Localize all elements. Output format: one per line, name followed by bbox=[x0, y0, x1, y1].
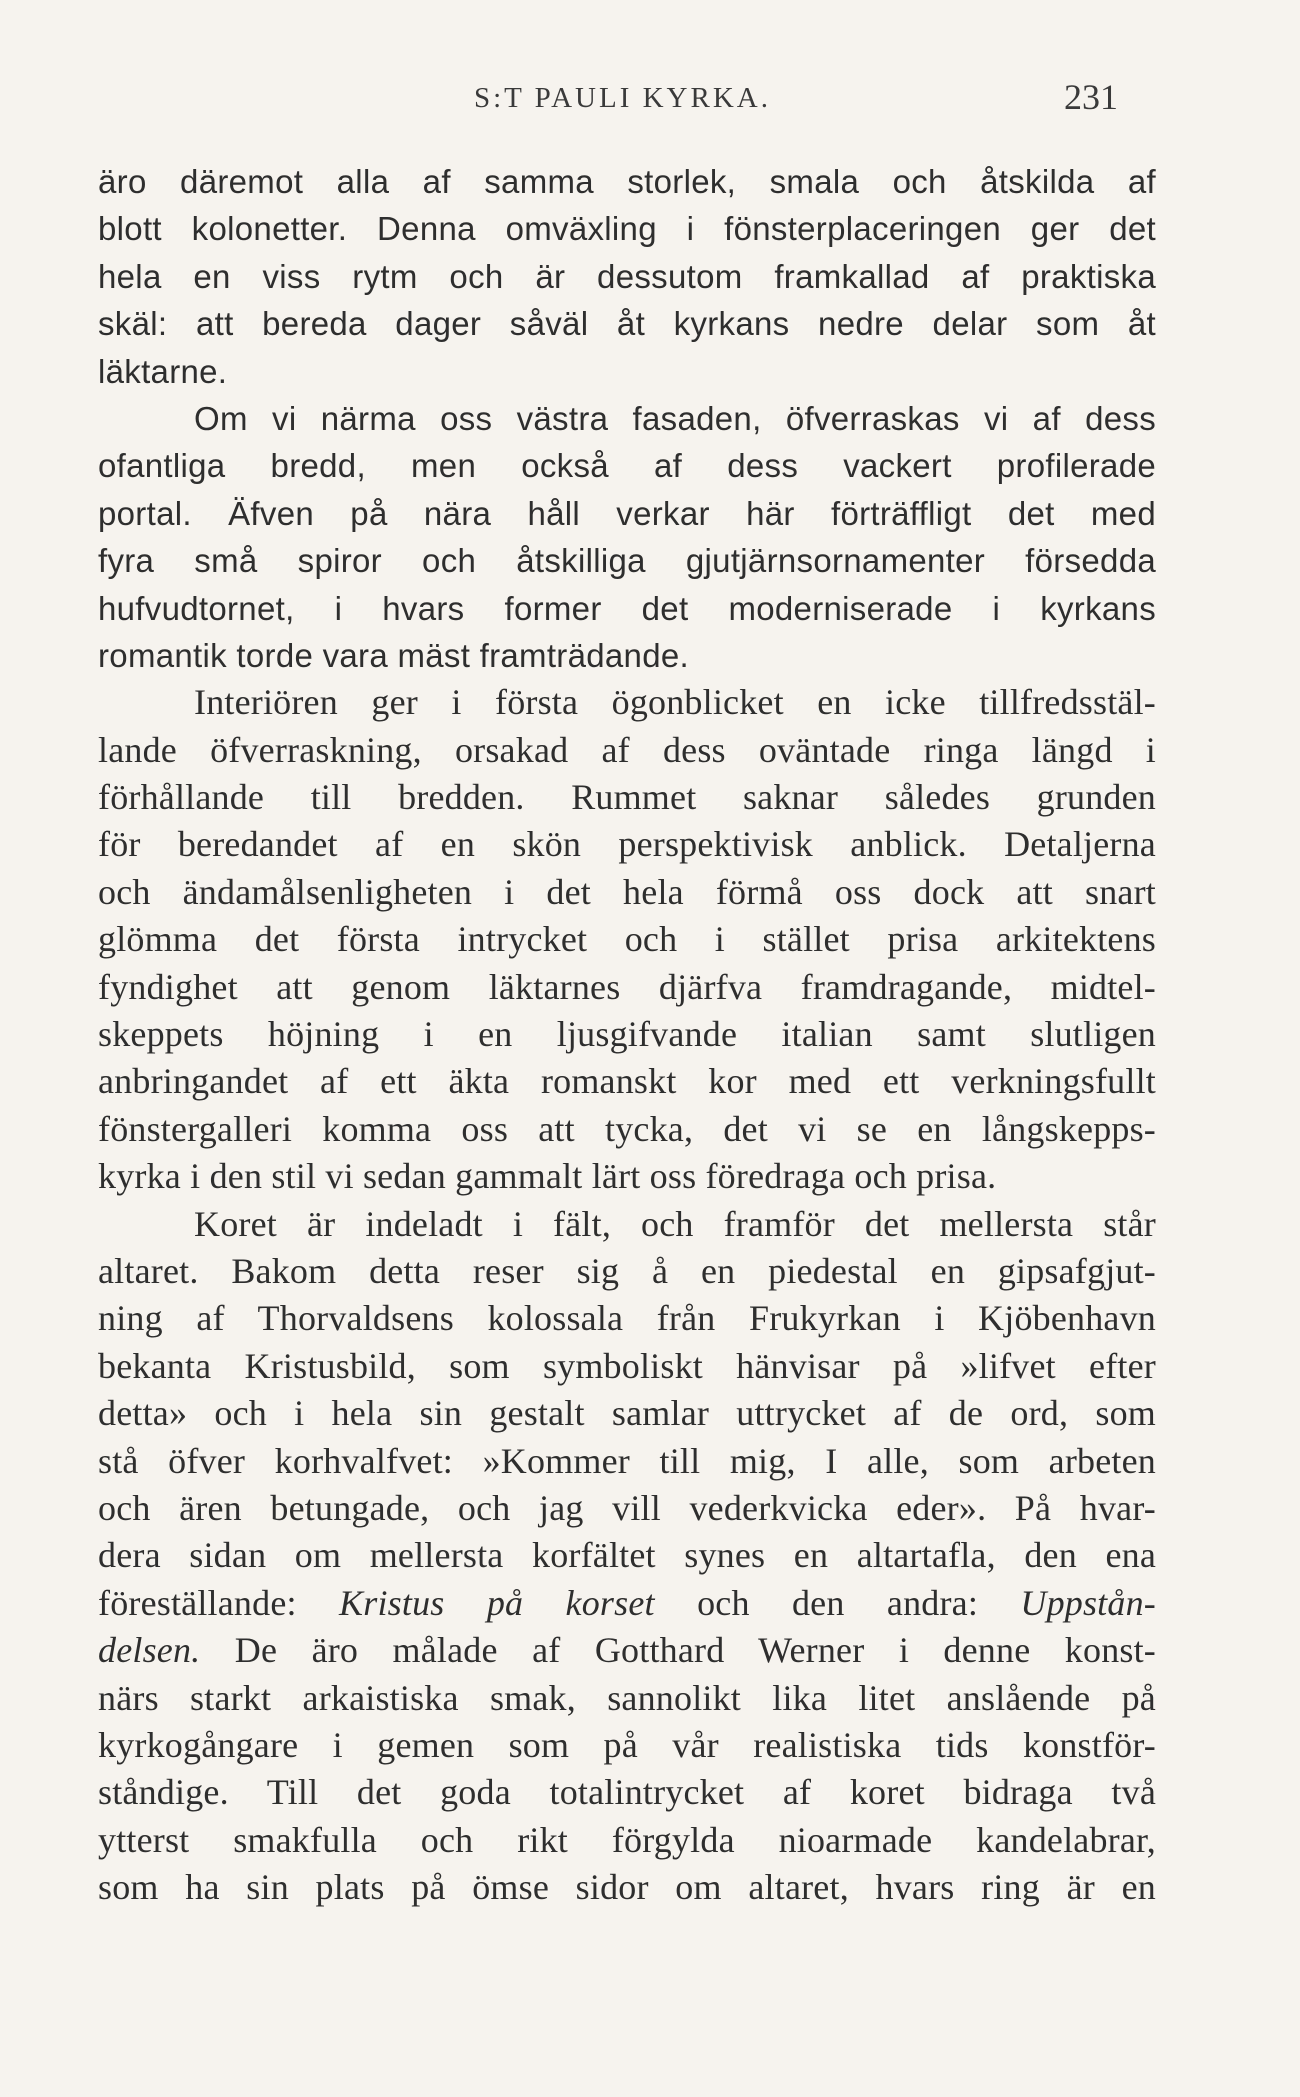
painting-title: Uppstån- bbox=[1020, 1582, 1156, 1623]
text-line: hufvudtornet, i hvars former det moderniserade i kyrkans bbox=[98, 589, 1156, 627]
text-line: fyra små spiror och åtskilliga gjutjärnsornamenter försedda bbox=[98, 542, 1156, 580]
text-line: Koret är indeladt i fält, och framför det mellersta står bbox=[194, 1203, 1156, 1244]
page-header bbox=[0, 76, 1300, 126]
text-line: lande öfverraskning, orsakad af dess oväntade ringa längd i bbox=[98, 729, 1156, 770]
text-line: ofantliga bredd, men också af dess vackert profilerade bbox=[98, 447, 1156, 485]
text-line: glömma det första intrycket och i stället prisa arkitektens bbox=[98, 919, 1156, 960]
text-line bbox=[98, 1580, 1156, 1627]
text-line: och ändamålsenligheten i det hela förmå oss dock att snart bbox=[98, 871, 1156, 912]
text-line: äro däremot alla af samma storlek, smala och åtskilda af bbox=[98, 163, 1156, 200]
text-line: förhållande till bredden. Rummet saknar således grunden bbox=[98, 777, 1156, 818]
text-line: stå öfver korhvalfvet: »Kommer till mig, I alle, som arbeten bbox=[98, 1440, 1156, 1481]
paragraph-windows bbox=[98, 158, 1156, 395]
text-run: och den andra: bbox=[654, 1582, 1021, 1623]
text-line: detta» och i hela sin gestalt samlar uttrycket af de ord, som bbox=[98, 1393, 1156, 1434]
text-line: portal. Äfven på nära håll verkar här förträffligt det med bbox=[98, 494, 1156, 532]
text-line: skäl: att bereda dager såväl åt kyrkans nedre delar som åt bbox=[98, 305, 1156, 343]
text-line bbox=[98, 1627, 1156, 1674]
text-line: skeppets höjning i en ljusgifvande italian samt slutligen bbox=[98, 1014, 1156, 1055]
text-line: fyndighet att genom läktarnes djärfva framdragande, midtel- bbox=[98, 966, 1156, 1007]
text-line: ståndige. Till det goda totalintrycket af koret bidraga två bbox=[98, 1772, 1156, 1813]
text-run: De äro målade af Gotthard Werner i denne konst- bbox=[200, 1630, 1156, 1671]
page-number: 231 bbox=[1064, 77, 1118, 117]
text-line: ning af Thorvaldsens kolossala från Frukyrkan i Kjöbenhavn bbox=[98, 1298, 1156, 1339]
paragraph-interior bbox=[98, 679, 1156, 1200]
running-head: S:T PAULI KYRKA. bbox=[474, 82, 771, 114]
text-line: altaret. Bakom detta reser sig å en piedestal en gipsafgjut- bbox=[98, 1250, 1156, 1291]
text-line: som ha sin plats på ömse sidor om altaret, hvars ring är en bbox=[98, 1867, 1156, 1908]
text-line: Interiören ger i första ögonblicket en icke tillfredsstäl- bbox=[194, 682, 1156, 723]
text-line: ytterst smakfulla och rikt förgylda nioarmade kandelabrar, bbox=[98, 1819, 1156, 1860]
text-line: bekanta Kristusbild, som symboliskt hänvisar på »lifvet efter bbox=[98, 1345, 1156, 1386]
paragraph-facade bbox=[98, 395, 1156, 679]
text-line: kyrka i den stil vi sedan gammalt lärt oss föredraga och prisa. bbox=[98, 1156, 997, 1197]
painting-title: Kristus på korset bbox=[339, 1582, 655, 1623]
text-line: kyrkogångare i gemen som på vår realistiska tids konstför- bbox=[98, 1724, 1156, 1765]
painting-title: delsen. bbox=[98, 1630, 201, 1671]
text-line: anbringandet af ett äkta romanskt kor med ett verkningsfullt bbox=[98, 1061, 1156, 1102]
body-text bbox=[98, 158, 1156, 1911]
text-run: föreställande: bbox=[98, 1582, 340, 1623]
text-line: blott kolonetter. Denna omväxling i fönsterplaceringen ger det bbox=[98, 210, 1156, 248]
text-line: och ären betungade, och jag vill vederkvicka eder». På hvar- bbox=[98, 1487, 1156, 1528]
text-line: dera sidan om mellersta korfältet synes en altartafla, den ena bbox=[98, 1535, 1156, 1576]
text-line: hela en viss rytm och är dessutom framkallad af praktiska bbox=[98, 257, 1156, 295]
text-line: närs starkt arkaistiska smak, sannolikt lika litet anslående på bbox=[98, 1677, 1156, 1718]
text-line: Om vi närma oss västra fasaden, öfverraskas vi af dess bbox=[194, 399, 1156, 437]
text-line: romantik torde vara mäst framträdande. bbox=[98, 636, 689, 674]
text-line: fönstergalleri komma oss att tycka, det vi se en långskepps- bbox=[98, 1108, 1156, 1149]
text-line: för beredandet af en skön perspektivisk anblick. Detaljerna bbox=[98, 824, 1156, 865]
paragraph-choir bbox=[98, 1201, 1156, 1912]
text-line: läktarne. bbox=[98, 352, 228, 390]
